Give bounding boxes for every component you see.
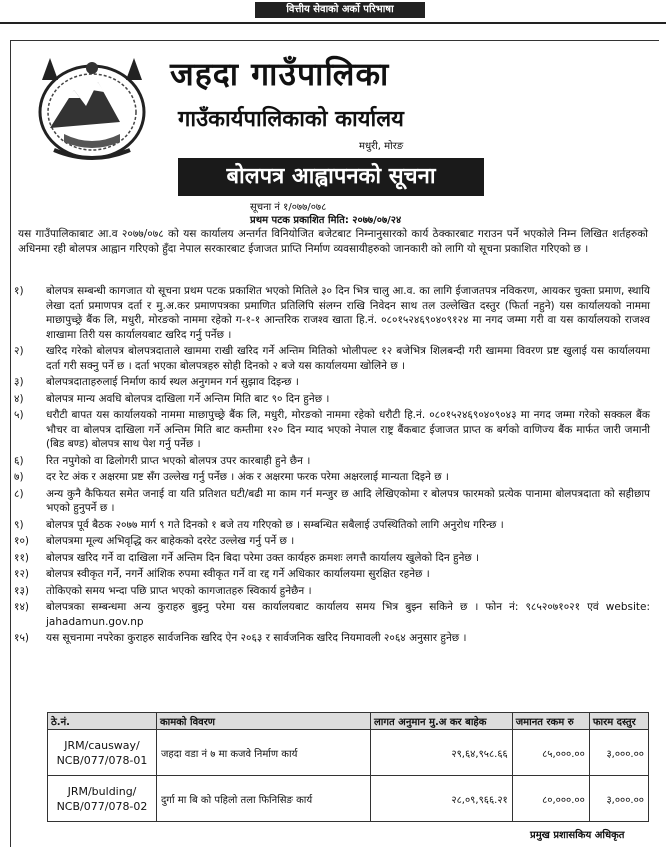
office-address: मधुरी, मोरङ: [359, 141, 404, 152]
publish-date: प्रथम पटक प्रकाशित मिति: २०७७/०७/२४: [250, 215, 402, 226]
notice-number: सूचना नं १/०७७/०७८: [250, 202, 327, 213]
header-contract-no: ठे.नं.: [48, 713, 157, 730]
cell-form-fee: ३,०००.००: [589, 730, 648, 776]
list-item: [14, 344, 650, 373]
item-number: २): [14, 345, 24, 357]
item-number: ४): [14, 392, 24, 405]
table-row: [48, 730, 649, 776]
item-number: ६): [14, 454, 24, 467]
list-item: [14, 534, 650, 549]
item-text: दर रेट अंक र अक्षरमा प्रष्ट सँग उल्लेख गर्नु पर्नेछ । अंक र अक्षरमा फरक परेमा अक्षरलाई मान्यता दिइने छ ।: [46, 471, 449, 483]
office-title: जहदा गाउँपालिका: [170, 55, 390, 93]
item-text: धरौटी बापत यस कार्यालयको नाममा माछापुच्छ्रे बैंक लि, मधुरी, मोरङको नाममा रहेको धरौटी हि.नं. ०८०१५२४६९०४०९०४३ मा नगद जम्मा गरेको सक्कल बैंक भौचर वा बोलपत्र दाखिला गर्ने अन्तिम मिति बाट कम्तीमा १२० दिन म्याद भएको नेपाल राष्ट्र बैंकबाट ईजाजत प्राप्त क बर्गको वाणिज्य बैंक मार्फत जारी जमानी (बिड बण्ड) बोलपत्र साथ पेश गर्नु पर्नेछ ।: [46, 409, 650, 450]
item-number: ९): [14, 518, 24, 531]
cell-contract-no: JRM/causway/ NCB/077/078-01: [48, 730, 157, 776]
list-item: [14, 631, 650, 646]
cell-bid-security: ८०,०००.००: [512, 776, 589, 822]
header-bid-security: जमानत रकम रु: [512, 713, 589, 730]
list-item: [14, 454, 650, 469]
item-text: बोलपत्र खरिद गर्ने वा दाखिला गर्ने अन्तिम दिन बिदा परेमा उक्त कार्यहरु क्रमशः लगत्तै कार्यालय खुलेको दिन हुनेछ ।: [46, 551, 480, 564]
item-text: बोलपत्र मान्य अवधि बोलपत्र दाखिला गर्ने अन्तिम मिति बाट ९० दिन हुनेछ ।: [46, 392, 330, 405]
item-text: बोलपत्र पूर्व बैठक २०७७ मार्ग ९ गते दिनको १ बजे तय गरिएको छ । सम्बन्धित सबैलाई उपस्थितिको लागि अनुरोध गरिन्छ ।: [46, 518, 504, 531]
cell-work-description: दुर्गा मा बि को पहिलो तला फिनिसिङ कार्य: [157, 776, 371, 822]
table-row: [48, 776, 649, 822]
item-number: १): [14, 285, 24, 297]
list-item: [14, 487, 650, 516]
item-text: बोलपत्र स्वीकृत गर्ने, नगर्ने आंशिक रुपमा स्वीकृत गर्ने वा रद्द गर्ने अधिकार कार्यालयमा सुरक्षित रहनेछ ।: [46, 568, 430, 580]
header-work-description: कामको विवरण: [157, 713, 371, 730]
list-item: [14, 584, 650, 599]
office-subtitle: गाउँकार्यपालिकाको कार्यालय: [178, 107, 404, 132]
list-item: [14, 551, 650, 566]
header-cost-estimate: लागत अनुमान मु.अ कर बाहेक: [371, 713, 513, 730]
item-number: ७): [14, 471, 24, 483]
item-text: तोकिएको समय भन्दा पछि प्राप्त भएको कागजातहरु स्विकार्य हुनेछैन ।: [46, 584, 312, 597]
list-item: [14, 567, 650, 582]
item-number: १५): [14, 632, 30, 644]
list-item: [14, 375, 650, 390]
cell-bid-security: ८५,०००.००: [512, 730, 589, 776]
list-item: [14, 392, 650, 407]
cell-cost-estimate: २८,०९,९६६.२१: [371, 776, 513, 822]
cell-cost-estimate: २९,६४,९५८.६६: [371, 730, 513, 776]
header-form-fee: फारम दस्तुर: [589, 713, 648, 730]
item-text: रित नपुगेको वा ढिलोगरी प्राप्त भएको बोलपत्र उपर कारबाही हुने छैन ।: [46, 454, 311, 467]
item-text: बोलपत्रदाताहरुलाई निर्माण कार्य स्थल अनुगमन गर्न सुझाव दिइन्छ ।: [46, 376, 299, 388]
signature-title: प्रमुख प्रशासकिय अधिकृत: [530, 830, 625, 841]
item-number: ५): [14, 409, 24, 421]
top-strip: [0, 0, 666, 24]
item-text: यस सूचनामा नपरेका कुराहरु सार्वजनिक खरिद ऐन २०६३ र सार्वजनिक खरिद नियमावली २०६४ अनुसार हुनेछ ।: [46, 632, 467, 644]
list-item: [14, 408, 650, 452]
item-text: अन्य कुनै कैफियत समेत जनाई वा यति प्रतिशत घटी/बढी मा काम गर्न मन्जुर छ आदि लेखिएकोमा र बोलपत्र फारमको प्रत्येक पानामा बोलपत्रदाता को सहीछाप भएको हुनुपर्ने छ ।: [46, 487, 650, 514]
item-number: १३): [14, 584, 30, 597]
item-text: बोलपत्रमा मूल्य अभिवृद्धि कर बाहेकको दररेट उल्लेख गर्नु पर्ने छ ।: [46, 535, 295, 547]
list-item: [14, 284, 650, 342]
top-strip-label: वित्तीय सेवाको अर्को परिभाषा: [255, 2, 425, 18]
item-number: ३): [14, 376, 24, 388]
item-number: ११): [14, 551, 30, 564]
conditions-list: [14, 284, 650, 648]
item-text: बोलपत्र सम्बन्धी कागजात यो सूचना प्रथम पटक प्रकाशित भएको मितिले ३० दिन भित्र चालु आ.व. का लागि ईजाजतपत्र नविकरण, आयकर चुक्ता प्रमाण, स्थायि लेखा दर्ता प्रमाणपत्र दर्ता र मु.अ.कर प्रमाणपत्रका प्रमाणित प्रतिलिपि संलग्न राखि निवेदन साथ तल उल्लेखित दस्तुर (फिर्ता नहुने) यस कार्यालयको नाममा माछापुच्छ्रे बैंक लि, मधुरी, मोरङको नाममा रहेको ग-१-१ आन्तरिक राजश्व खाता हि.नं. ०८०१५२४६९०४०९१२४ मा नगद जम्मा गरी वा यस कार्यालयको राजश्व शाखामा तिरी यस कार्यालयबाट खरिद गर्नु पर्नेछ ।: [46, 285, 650, 341]
item-number: १२): [14, 568, 30, 580]
list-item: [14, 600, 650, 629]
list-item: [14, 518, 650, 533]
tender-table: [47, 712, 649, 822]
item-number: १०): [14, 535, 30, 547]
item-text: खरिद गरेको बोलपत्र बोलपत्रदाताले खाममा राखी खरिद गर्ने अन्तिम मितिको भोलीपल्ट १२ बजेभित्र शिलबन्दी गरी खाममा विवरण प्रष्ट खुलाई यस कार्यालयमा दर्ता गरी सक्नु पर्ने छ । दर्ता भएका बोलपत्रहरु सोही दिनको २ बजे यस कार्यालयमा खोलिने छ ।: [46, 345, 650, 372]
cell-form-fee: ३,०००.००: [589, 776, 648, 822]
table-header-row: [48, 713, 649, 730]
nepal-emblem-icon: [24, 50, 160, 166]
item-number: ८): [14, 487, 24, 500]
intro-paragraph: यस गाउँपालिकाबाट आ.व २०७७/०७८ को यस कार्यालय अन्तर्गत विनियोजित बजेटबाट निम्नानुसारको कार्य ठेक्कारबाट गराउन पर्ने भएकोले निम्न लिखित शर्तहरुको अधिनमा रही बोलपत्र आह्वान गरिएको हुँदा नेपाल सरकारबाट ईजाजत प्राप्ति निर्माण व्यवसायीहरुको जानकारी को लागि यो सूचना प्रकाशित गरिएको छ ।: [18, 228, 648, 255]
cell-contract-no: JRM/bulding/ NCB/077/078-02: [48, 776, 157, 822]
item-text: बोलपत्रका सम्बन्धमा अन्य कुराहरु बुझ्नु परेमा यस कार्यालयबाट कार्यालय समय भित्र बुझ्न सकिने छ । फोन नं: ९८५२०७१०२१ एवं website: jahadamun.gov.np: [46, 601, 650, 628]
notice-banner: बोलपत्र आह्वापनको सूचना: [178, 158, 484, 196]
cell-work-description: जहदा वडा नं ७ मा कजवे निर्माण कार्य: [157, 730, 371, 776]
item-number: १४): [14, 601, 30, 613]
list-item: [14, 470, 650, 485]
